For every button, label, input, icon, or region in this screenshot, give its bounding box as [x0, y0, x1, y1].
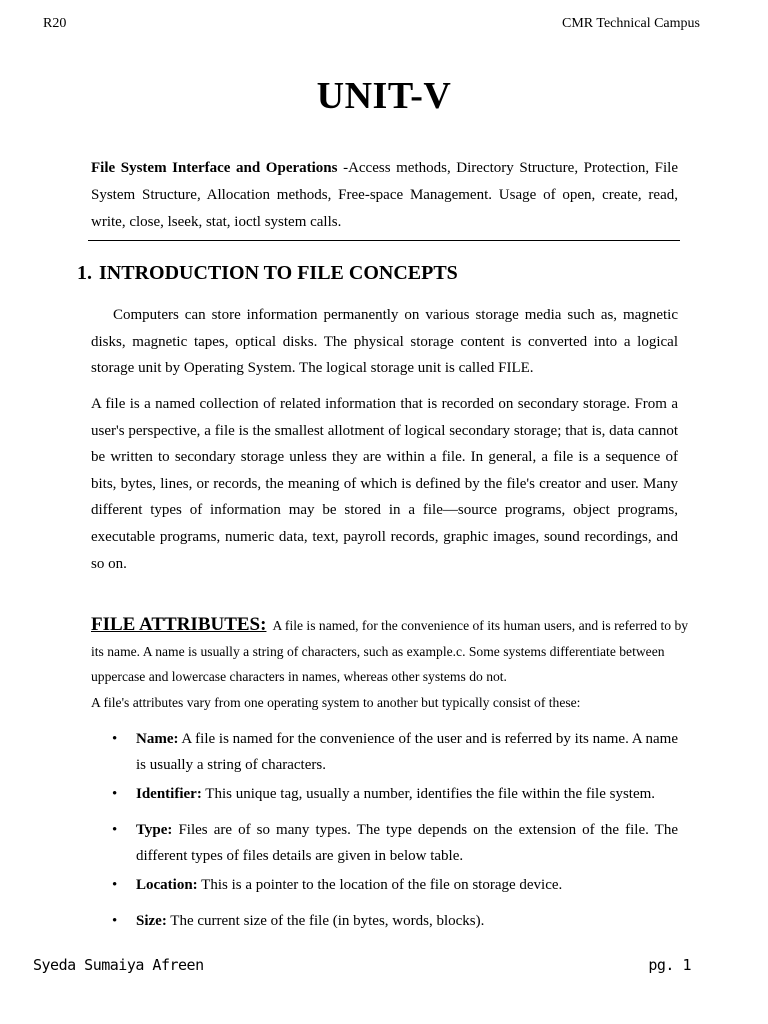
- attribute-desc: This is a pointer to the location of the file on storage device.: [197, 877, 563, 893]
- section-heading: [77, 262, 458, 285]
- attribute-list: [112, 726, 678, 934]
- list-item: [112, 726, 678, 778]
- header-left-code: R20: [43, 16, 67, 31]
- file-attributes-heading: FILE ATTRIBUTES:: [91, 614, 267, 635]
- file-attributes-block: [91, 612, 689, 715]
- header-institution: CMR Technical Campus: [562, 16, 700, 31]
- horizontal-divider: [88, 240, 680, 241]
- intro-topic: File System Interface and Operations: [91, 160, 338, 176]
- bullet-icon: •: [112, 877, 118, 893]
- footer-page-number: pg. 1: [648, 956, 691, 974]
- file-attributes-text: A file is named, for the convenience of its human users, and is referred to by its name. A name is usually a string of characters, such as example.c. Some systems differentiate between uppercase and lowercase characters in names, whereas other systems do not.: [91, 618, 689, 684]
- bullet-icon: •: [112, 913, 118, 929]
- list-item: [112, 781, 678, 807]
- list-item: [112, 817, 678, 869]
- paragraph-2: A file is a named collection of related information that is recorded on secondary storage. From a user's perspective, a file is the smallest allotment of logical secondary storage; that is, data cannot be written to secondary storage unless they are within a file. In general, a file is a sequence of bits, bytes, lines, or records, the meaning of which is defined by the file's creator and user. Many different types of information may be stored in a file—source programs, object programs, executable programs, numeric data, text, payroll records, graphic images, sound recordings, and so on.: [91, 396, 678, 572]
- section-number: 1.: [77, 262, 92, 284]
- attribute-desc: This unique tag, usually a number, identifies the file within the file system.: [201, 786, 656, 802]
- intro-topics-list: -Access methods, Directory Structure, Protection, File System Structure, Allocation methods, Free-space Management. Usage of open, create, read, write, close, lseek, stat, ioctl system calls.: [91, 160, 678, 230]
- page-title: UNIT-V: [316, 75, 452, 117]
- paragraph-1: Computers can store information permanently on various storage media such as, magnetic disks, magnetic tapes, optical disks. The physical storage content is converted into a logical storage unit by Operating System. The logical storage unit is called FILE.: [91, 307, 678, 376]
- attribute-desc: A file is named for the convenience of the user and is referred by its name. A name is usually a string of characters.: [136, 731, 678, 773]
- file-attributes-intro: A file's attributes vary from one operating system to another but typically consist of these:: [91, 694, 581, 710]
- footer-author: Syeda Sumaiya Afreen: [33, 956, 204, 974]
- list-item: [112, 872, 678, 898]
- attribute-desc: Files are of so many types. The type depends on the extension of the file. The different types of files details are given in below table.: [136, 822, 678, 864]
- attribute-term: Size:: [136, 913, 167, 929]
- attribute-desc: The current size of the file (in bytes, words, blocks).: [166, 913, 485, 929]
- bullet-icon: •: [112, 786, 118, 802]
- attribute-term: Type:: [136, 822, 173, 838]
- bullet-icon: •: [112, 731, 118, 747]
- attribute-term: Location:: [136, 877, 198, 893]
- unit-intro: [91, 155, 678, 236]
- section-title: INTRODUCTION TO FILE CONCEPTS: [99, 262, 458, 284]
- bullet-icon: •: [112, 822, 118, 838]
- list-item: [112, 908, 678, 934]
- attribute-term: Name:: [136, 731, 179, 747]
- attribute-term: Identifier:: [136, 786, 202, 802]
